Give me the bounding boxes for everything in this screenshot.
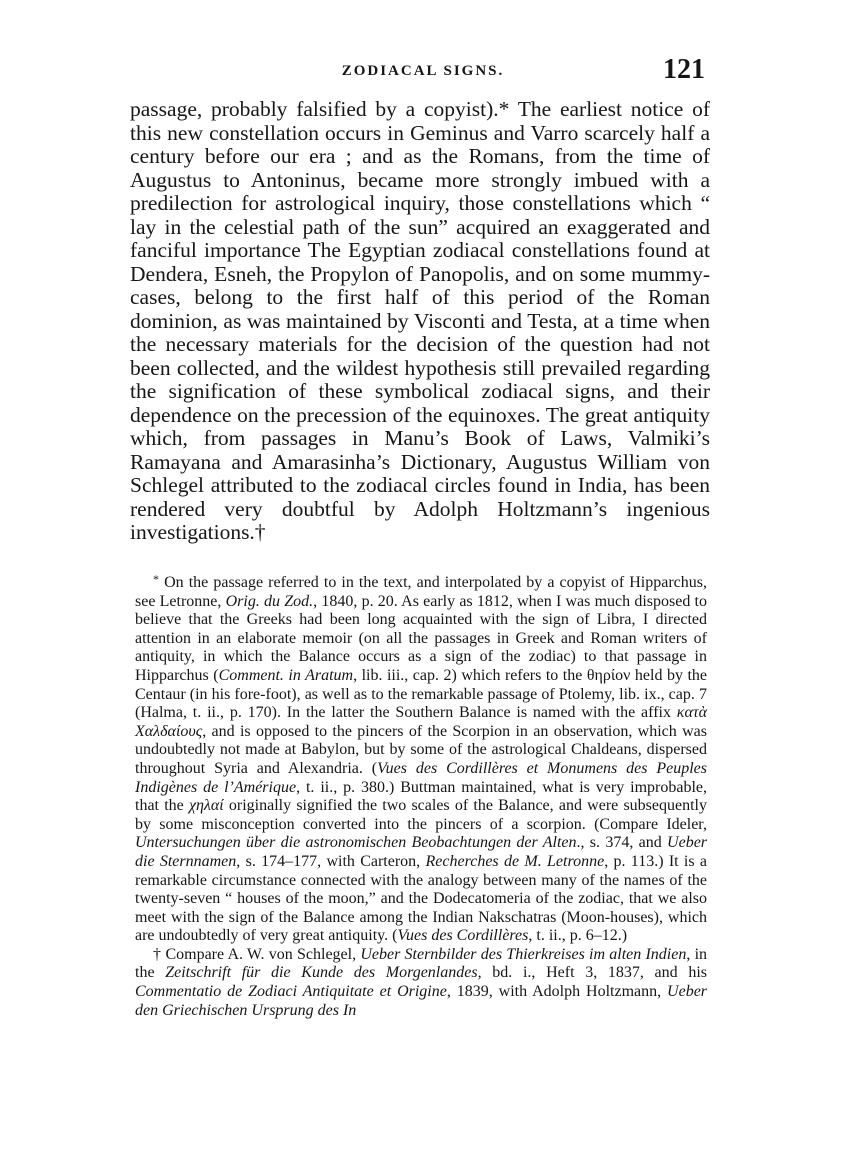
citation-italic: Orig. du Zod. (225, 592, 314, 610)
footnote-text: , 1840, p. 20. As early as 1812, when I was much disposed to believe that the Greeks had been long acquainted with the sign of Libra, I directed attention in an elaborate memoir (on all the passages in Greek and Roman writers of antiquity, in which the Balance occurs as a sign of the zodiac) to that passage in Hipparchus ( (135, 592, 708, 684)
footnote-text: , bd. i., Heft 3, 1837, and his (477, 964, 708, 982)
footnote-text: , in the (135, 945, 708, 982)
page-header (133, 54, 713, 94)
footnote-2 (135, 946, 707, 1020)
greek-italic: χηλαί (188, 797, 224, 815)
footnote-text: , and is opposed to the pincers of the Scorpion in an observation, which was undoubtedly not made at Babylon, but by some of the astrological Chaldeans, dispersed throughout Syria and Alexandria. ( (135, 722, 707, 777)
citation-italic: Vues des Cordillères et Monumens des Peuples Indigènes de l’Amérique (135, 759, 707, 796)
footnote-text: ., s. 374, and (576, 834, 668, 852)
citation-italic: Untersuchungen über die astronomischen Beobachtungen der Alten (135, 834, 577, 852)
footnote-text: , lib. iii., cap. 2) which refers to the θηρίον held by the Centaur (in his fore-foot), as well as to the remarkable passage of Ptolemy, lib. ix., cap. 7 (Halma, t. ii., p. 170). In the latter the Southern Balance is named with the affix (135, 666, 707, 722)
citation-italic: Zeitschrift für die Kunde des Morgenlandes (165, 964, 478, 982)
footnote-text: , 1839, with Adolph Holtzmann, (446, 983, 668, 1001)
citation-italic: Commentatio de Zodiaci Antiquitate et Origine (135, 983, 447, 1001)
footnote-text: Compare A. W. von Schlegel, (161, 945, 361, 963)
citation-italic: Comment. in Aratum (218, 666, 354, 684)
citation-italic: Ueber die Sternnamen (135, 834, 708, 870)
footnote-marker: † (153, 945, 162, 963)
footnote-text: On the passage referred to in the text, and interpolated by a copyist of Hipparchus, see Letronne, (135, 574, 707, 610)
footnote-text: , t. ii., p. 380.) Buttman maintained, what is very improbable, that the (135, 778, 707, 815)
footnote-text: , p. 113.) It is a remarkable circumstance connected with the analogy between many of the names of the twenty-seven “ houses of the moon,” and the Dodecatomeria of the zodiac, that we also meet with the sign of the Balance among the Indian Nakschatras (Moon-houses), which are undoubtedly of very great antiquity. ( (135, 852, 708, 945)
citation-italic: Recherches de M. Letronne (425, 852, 605, 870)
footnote-text: , s. 174–177, with Carteron, (236, 852, 426, 870)
citation-italic: Ueber Sternbilder des Thierkreises im alten Indien (360, 945, 687, 963)
greek-italic: κατὰ Χαλδαίους (135, 704, 707, 740)
running-head: ZODIACAL SIGNS. (341, 63, 505, 79)
footnote-text: originally signified the two scales of the Balance, and were subsequently by some misconception converted into the pincers of a scorpion. (Compare Ideler, (135, 797, 707, 833)
citation-italic: Ueber den Griechischen Ursprung des In (135, 983, 708, 1019)
footnote-text: , t. ii., p. 6–12.) (528, 927, 628, 945)
footnote-1 (135, 570, 707, 946)
body-paragraph: passage, probably falsified by a copyist).* The earliest notice of this new constellation occurs in Geminus and Varro scarcely half a century before our era ; and as the Romans, from the time of Augustus to Antoninus, became more strongly imbued with a predilection for astrological inquiry, those constellations which “ lay in the celestial path of the sun” acquired an exaggerated and fanciful importance The Egyptian zodiacal constellations found at Dendera, Esneh, the Propylon of Panopolis, and on some mummy-cases, belong to the first half of this period of the Roman dominion, as was maintained by Visconti and Testa, at a time when the necessary materials for the decision of the question had not been collected, and the wildest hypothesis still prevailed regarding the signification of these symbolical zodiacal signs, and their dependence on the precession of the equinoxes. The great antiquity which, from passages in Manu’s Book of Laws, Valmiki’s Ramayana and Amarasinha’s Dictionary, Augustus William von Schlegel attributed to the zodiacal circles found in India, has been rendered very doubtful by Adolph Holtzmann’s ingenious investigations.† (130, 97, 710, 544)
citation-italic: Vues des Cordillères (397, 927, 529, 945)
footnotes (135, 570, 707, 1020)
page-number: 121 (663, 54, 705, 85)
footnote-marker: * (153, 572, 159, 586)
